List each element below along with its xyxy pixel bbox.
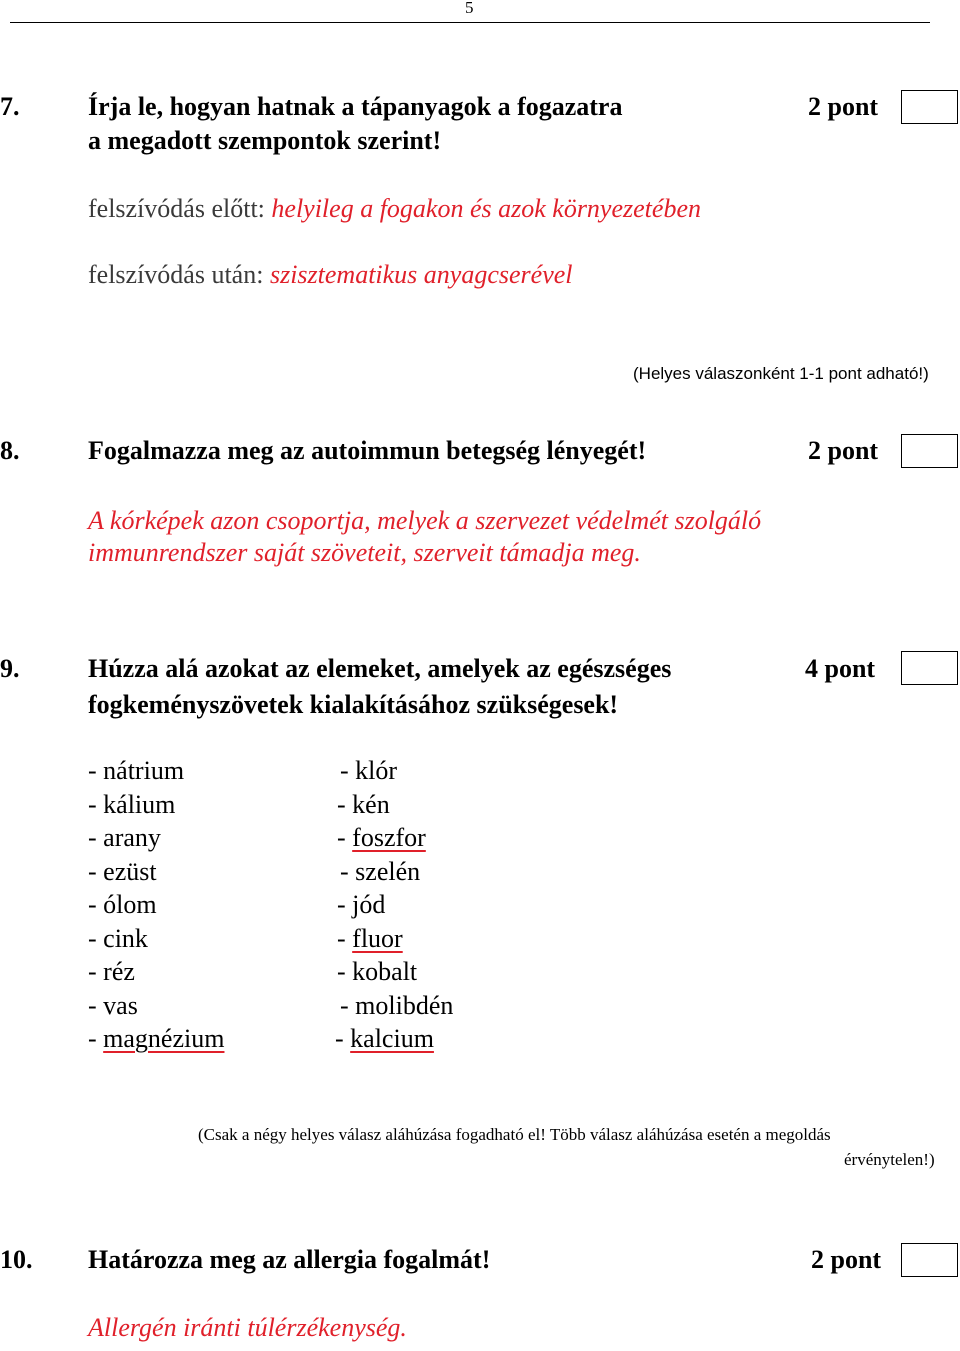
q9-scoring-note-line1: (Csak a négy helyes válasz aláhúzása fogadható el! Több válasz aláhúzása esetén a megoldás — [198, 1125, 831, 1144]
element-option[interactable]: - arany — [88, 823, 161, 852]
q9-question-line2: fogkeményszövetek kialakításához szükségesek! — [88, 690, 619, 719]
q10-score-box[interactable] — [901, 1243, 958, 1277]
element-label: klór — [355, 756, 398, 785]
element-option[interactable]: - vas — [88, 991, 138, 1020]
element-label: jód — [352, 890, 386, 919]
element-option[interactable]: - kén — [337, 790, 390, 819]
element-label: réz — [103, 957, 135, 986]
element-option-underlined[interactable]: - foszfor — [337, 823, 426, 852]
element-option[interactable]: - jód — [337, 890, 386, 919]
q8-score-box[interactable] — [901, 434, 958, 468]
element-label: szelén — [355, 857, 421, 886]
element-option-underlined[interactable]: - fluor — [337, 924, 403, 953]
q8-answer-line1: A kórképek azon csoportja, melyek a szervezet védelmét szolgáló — [88, 506, 762, 535]
q10-answer: Allergén iránti túlérzékenység. — [88, 1313, 407, 1342]
element-option-underlined[interactable]: - magnézium — [88, 1024, 225, 1053]
element-option[interactable]: - cink — [88, 924, 148, 953]
q7-answer2-label: felszívódás után: — [88, 260, 270, 289]
element-option[interactable]: - nátrium — [88, 756, 185, 785]
q7-answer1 — [88, 194, 701, 224]
element-label-underlined: kalcium — [350, 1024, 434, 1053]
element-option[interactable]: - réz — [88, 957, 135, 986]
q7-answer2-text: szisztematikus anyagcserével — [269, 260, 573, 289]
page-number: 5 — [465, 0, 474, 17]
element-option[interactable]: - ezüst — [88, 857, 157, 886]
element-label: kobalt — [352, 957, 418, 986]
element-label: cink — [103, 924, 148, 953]
q10-question-line1: Határozza meg az allergia fogalmát! — [88, 1245, 491, 1274]
q7-answer2 — [88, 260, 573, 290]
q7-number: 7. — [0, 92, 20, 121]
q10-points: 2 pont — [811, 1245, 882, 1274]
element-option[interactable]: - molibdén — [340, 991, 454, 1020]
element-label: molibdén — [355, 991, 454, 1020]
element-label: nátrium — [103, 756, 185, 785]
q7-score-box[interactable] — [901, 90, 958, 124]
element-option[interactable]: - klór — [340, 756, 398, 785]
header-rule — [10, 22, 930, 23]
q7-scoring-note: (Helyes válaszonként 1-1 pont adható!) — [633, 364, 929, 383]
q7-question-line1: Írja le, hogyan hatnak a tápanyagok a fogazatra — [88, 92, 623, 121]
element-label: ezüst — [103, 857, 157, 886]
element-label-underlined: fluor — [352, 924, 403, 953]
element-label-underlined: foszfor — [352, 823, 426, 852]
element-option[interactable]: - ólom — [88, 890, 157, 919]
q7-question-line2: a megadott szempontok szerint! — [88, 126, 442, 155]
element-option[interactable]: - szelén — [340, 857, 421, 886]
element-label: kén — [352, 790, 390, 819]
q7-points: 2 pont — [808, 92, 879, 121]
q8-question-line1: Fogalmazza meg az autoimmun betegség lényegét! — [88, 436, 647, 465]
element-label: vas — [103, 991, 138, 1020]
element-option[interactable]: - kobalt — [337, 957, 418, 986]
element-label: arany — [103, 823, 161, 852]
q9-points: 4 pont — [805, 654, 876, 683]
q9-question-line1: Húzza alá azokat az elemeket, amelyek az egészséges — [88, 654, 672, 683]
q9-scoring-note-line2: érvénytelen!) — [844, 1150, 935, 1169]
q8-points: 2 pont — [808, 436, 879, 465]
q8-number: 8. — [0, 436, 20, 465]
q8-answer-line2: immunrendszer saját szöveteit, szerveit támadja meg. — [88, 538, 641, 567]
element-label-underlined: magnézium — [103, 1024, 225, 1053]
q7-answer1-text: helyileg a fogakon és azok környezetében — [271, 194, 701, 223]
q9-score-box[interactable] — [901, 651, 958, 685]
element-label: kálium — [103, 790, 176, 819]
element-option[interactable]: - kálium — [88, 790, 176, 819]
q9-number: 9. — [0, 654, 20, 683]
q10-number: 10. — [0, 1245, 33, 1274]
element-label: ólom — [103, 890, 157, 919]
q7-answer1-label: felszívódás előtt: — [88, 194, 272, 223]
element-option-underlined[interactable]: - kalcium — [335, 1024, 434, 1053]
